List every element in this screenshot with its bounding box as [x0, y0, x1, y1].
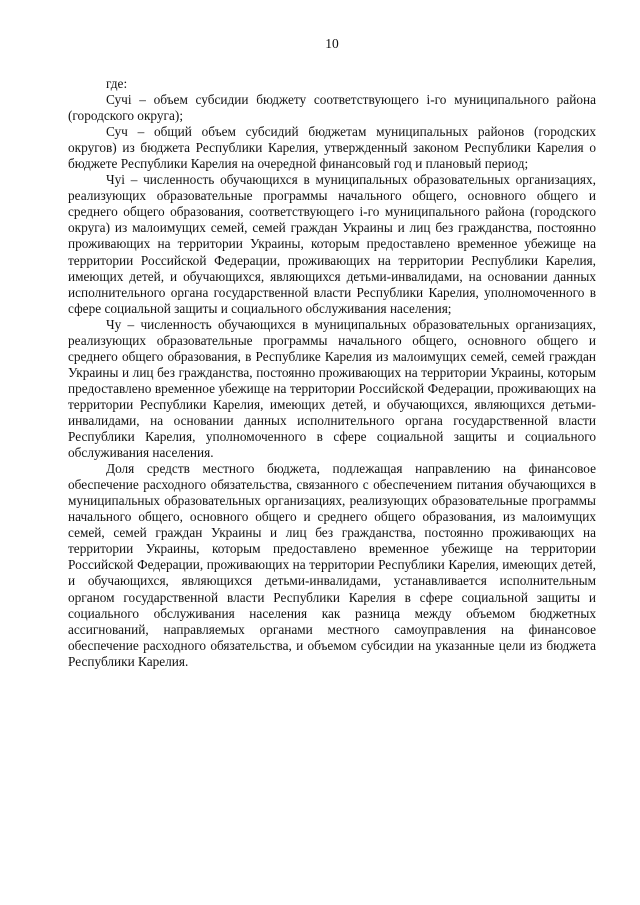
page-number: 10 [325, 36, 339, 51]
paragraph-definition-chui: Чуі – численность обучающихся в муниципальных образовательных организациях, реализующих образовательные программы начального общего, основного общего и среднего общего образования, соответствующего і-го муниципального района (городского округа) из малоимущих семей, семей граждан Украины и лиц без гражданства, постоянно проживающих на территории Украины, которым предоставлено временное убежище на территории Российской Федерации, проживающих на территории Республики Карелия, имеющих детей, и обучающихся, являющихся детьми-инвалидами, на основании данных исполнительного органа государственной власти Республики Карелия, уполномоченного в сфере социальной защиты и социального обслуживания населения; [68, 172, 596, 316]
document-page [68, 0, 596, 905]
paragraph-definition-suchi: Сучі – объем субсидии бюджету соответствующего і-го муниципального района (городского округа); [68, 92, 596, 124]
document-body [68, 76, 596, 670]
paragraph-definition-such: Суч – общий объем субсидий бюджетам муниципальных районов (городских округов) из бюджета Республики Карелия, утвержденный законом Республики Карелия о бюджете Республики Карелия на очередной финансовый год и плановый период; [68, 124, 596, 172]
paragraph-local-budget-share: Доля средств местного бюджета, подлежащая направлению на финансовое обеспечение расходного обязательства, связанного с обеспечением питания обучающихся в муниципальных образовательных организациях, реализующих образовательные программы начального общего, основного общего и среднего общего образования, из малоимущих семей, семей граждан Украины и лиц без гражданства, постоянно проживающих на территории Украины, которым предоставлено временное убежище на территории Российской Федерации, проживающих на территории Республики Карелия, имеющих детей, и обучающихся, являющихся детьми-инвалидами, устанавливается исполнительным органом государственной власти Республики Карелия в сфере социальной защиты и социального обслуживания населения как разница между объемом бюджетных ассигнований, направляемых органами местного самоуправления на финансовое обеспечение расходного обязательства, и объемом субсидии на указанные цели из бюджета Республики Карелия. [68, 461, 596, 669]
paragraph-where: где: [106, 76, 128, 91]
paragraph-definition-chu: Чу – численность обучающихся в муниципальных образовательных организациях, реализующих образовательные программы начального общего, основного общего и среднего общего образования, в Республике Карелия из малоимущих семей, семей граждан Украины и лиц без гражданства, постоянно проживающих на территории Украины, которым предоставлено временное убежище на территории Российской Федерации, проживающих на территории Республики Карелия, имеющих детей, и обучающихся, являющихся детьми-инвалидами, на основании данных исполнительного органа государственной власти Республики Карелия, уполномоченного в сфере социальной защиты и социального обслуживания населения. [68, 316, 596, 461]
